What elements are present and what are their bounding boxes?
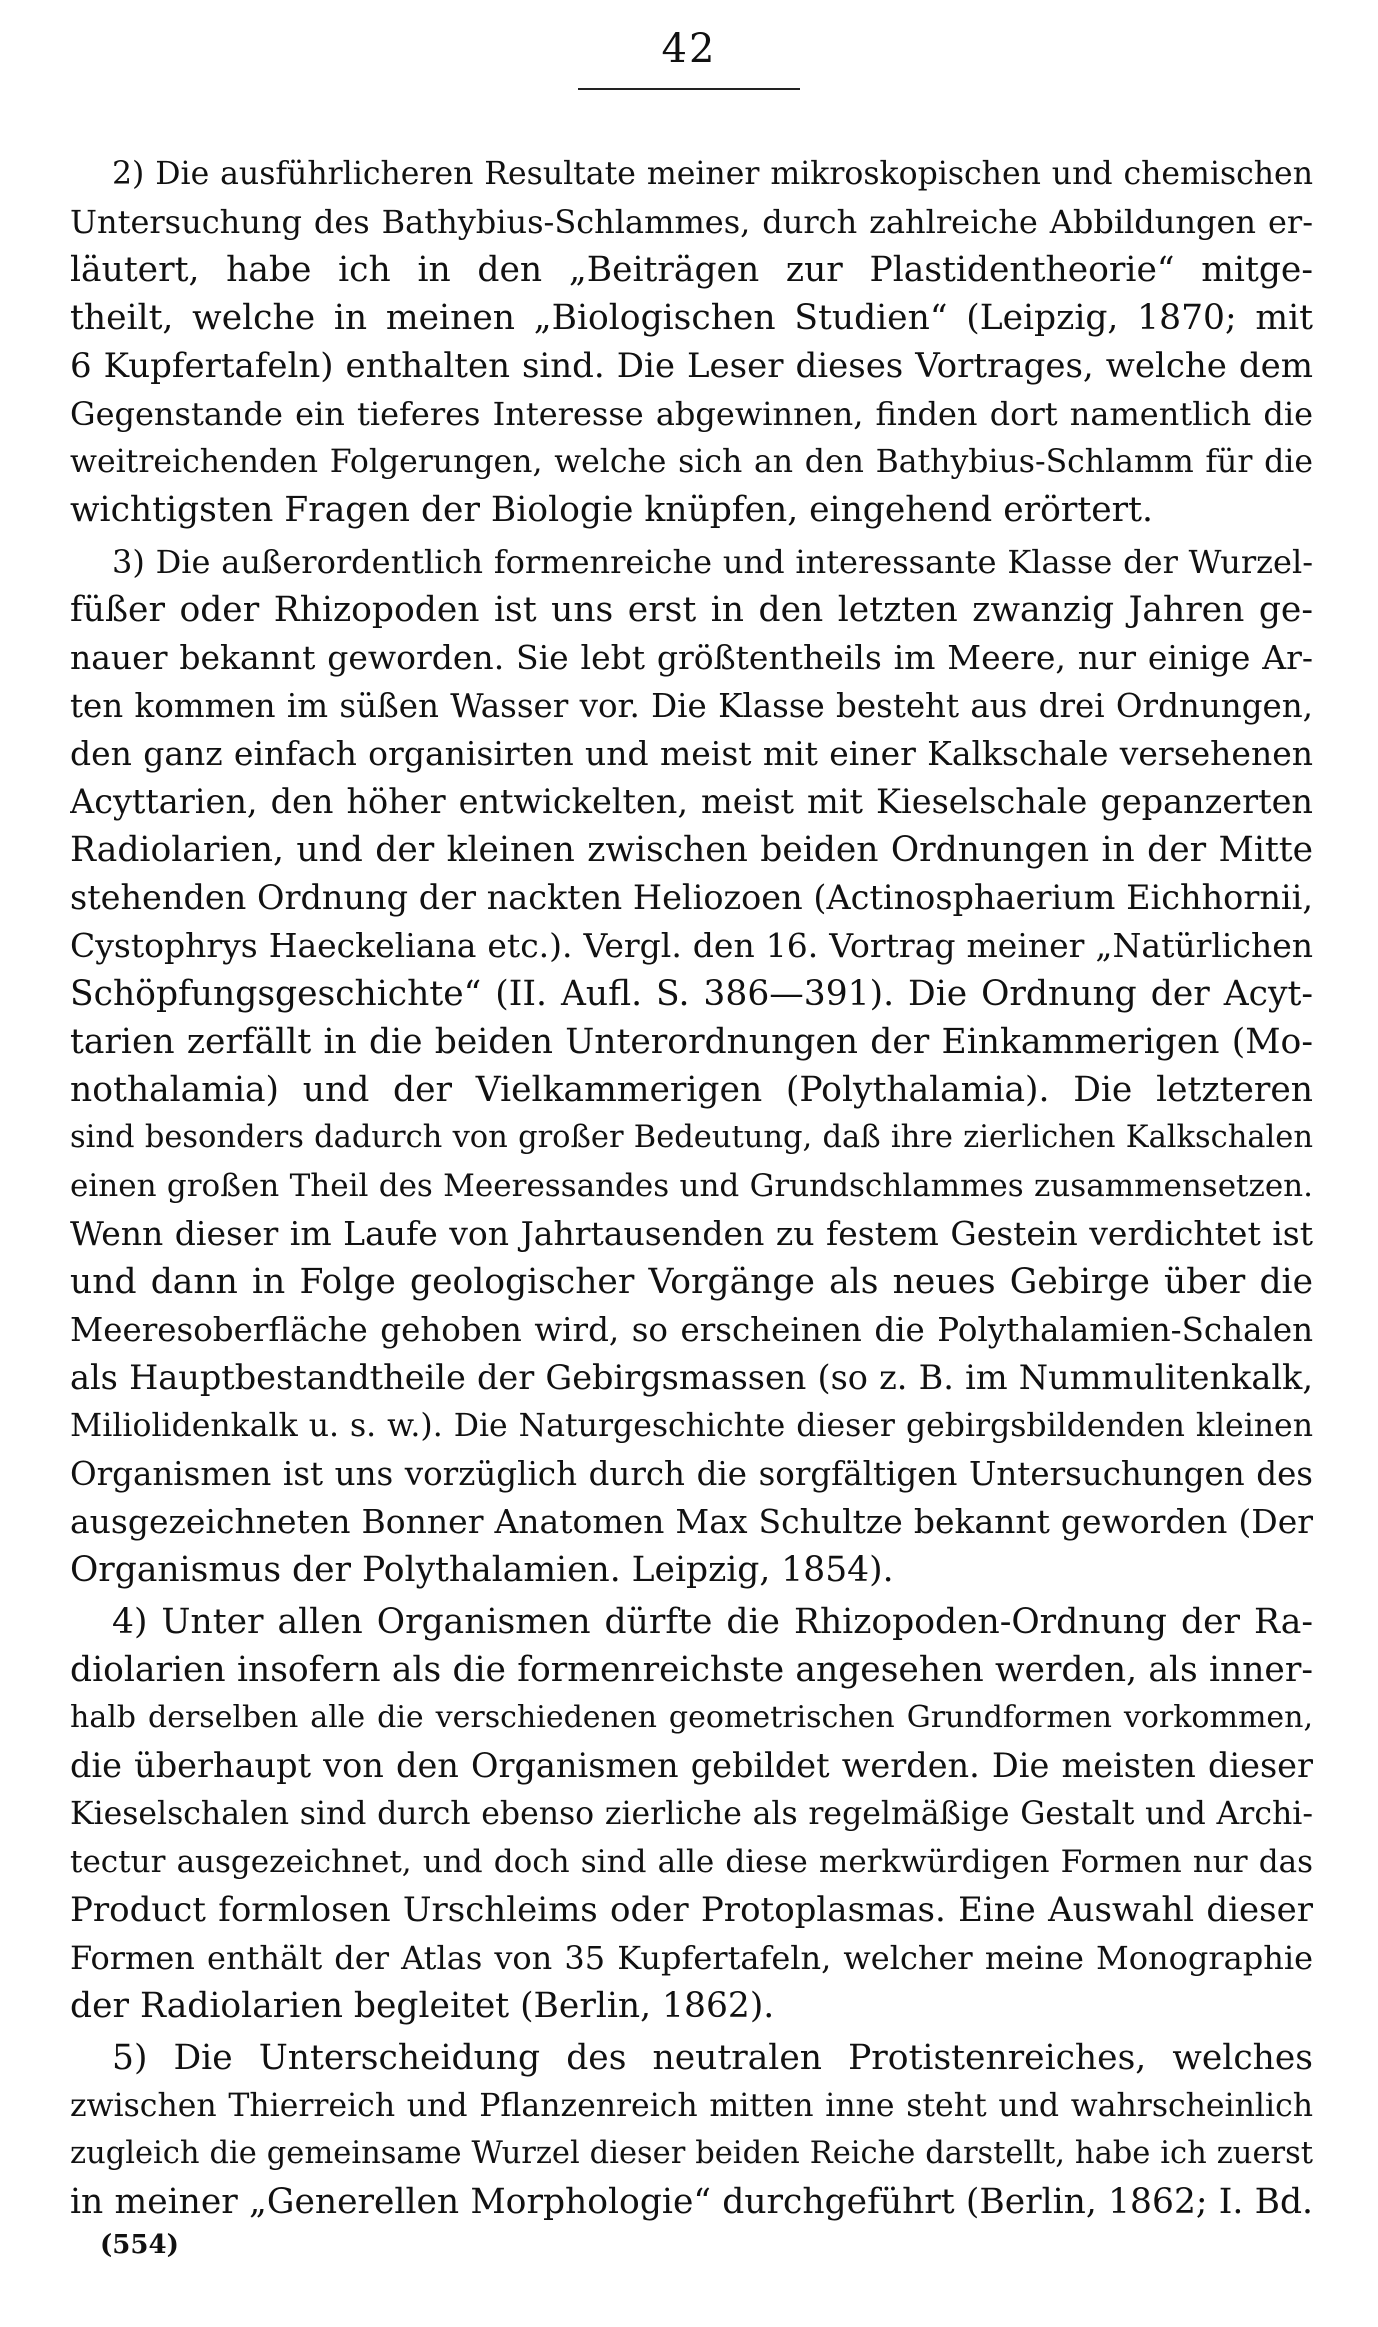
text-line: ausgezeichneten Bonner Anatomen Max Schultze bekannt geworden (Der [70,1502,1313,1541]
footnote-paragraph [70,150,1313,534]
text-line: Gegenstande ein tieferes Interesse abgewinnen, finden dort namentlich die [70,395,1313,433]
text-line: Cystophrys Haeckeliana etc.). Vergl. den 16. Vortrag meiner „Natürlichen [70,926,1313,965]
text-line: der Radiolarien begleitet (Berlin, 1862). [70,1986,775,2026]
text-line: Radiolarien, und der kleinen zwischen beiden Ordnungen in der Mitte [70,830,1313,870]
text-line: Kieselschalen sind durch ebenso zierliche als regelmäßige Gestalt und Archi- [70,1796,1313,1832]
text-line: halb derselben alle die verschiedenen geometrischen Grundformen vorkommen, [70,1700,1313,1735]
text-line: Schöpfungsgeschichte“ (II. Aufl. S. 386—391). Die Ordnung der Acyt- [70,974,1313,1014]
text-line: 5) Die Unterscheidung des neutralen Protistenreiches, welches [112,2038,1313,2078]
text-line: tectur ausgezeichnet, und doch sind alle diese merkwürdigen Formen nur das [70,1844,1313,1880]
text-line: zugleich die gemeinsame Wurzel dieser beiden Reiche darstellt, habe ich zuerst [70,2136,1313,2171]
text-line: Organismus der Polythalamien. Leipzig, 1854). [70,1550,894,1590]
footnote-paragraph [70,538,1313,1594]
text-line: Meeresoberfläche gehoben wird, so erscheinen die Polythalamien-Schalen [70,1311,1313,1349]
text-line: nothalamia) und der Vielkammerigen (Polythalamia). Die letzteren [70,1070,1313,1110]
text-line: 6 Kupfertafeln) enthalten sind. Die Leser dieses Vortrages, welche dem [70,346,1313,386]
header-rule [578,88,800,90]
text-line: als Hauptbestandtheile der Gebirgsmassen (so z. B. im Nummulitenkalk, [70,1358,1313,1397]
text-line: weitreichenden Folgerungen, welche sich an den Bathybius-Schlamm für die [70,444,1313,480]
footnote-paragraph [70,2034,1313,2226]
page-body [70,150,1313,2230]
text-line: sind besonders dadurch von großer Bedeutung, daß ihre zierlichen Kalkschalen [70,1120,1313,1155]
text-line: Product formlosen Urschleims oder Protoplasmas. Eine Auswahl dieser [70,1890,1313,1930]
text-line: in meiner „Generellen Morphologie“ durchgeführt (Berlin, 1862; I. Bd. [70,2182,1313,2222]
text-line: einen großen Theil des Meeressandes und Grundschlammes zusammensetzen. [70,1168,1313,1204]
text-line: und dann in Folge geologischer Vorgänge als neues Gebirge über die [70,1262,1313,1302]
footnote-paragraph [70,1598,1313,2030]
text-line: den ganz einfach organisirten und meist mit einer Kalkschale versehenen [70,734,1313,773]
text-line: läutert, habe ich in den „Beiträgen zur Plastidentheorie“ mitge- [70,250,1313,290]
text-line: nauer bekannt geworden. Sie lebt größtentheils im Meere, nur einige Ar- [70,638,1313,677]
text-line: 4) Unter allen Organismen dürfte die Rhizopoden-Ordnung der Ra- [112,1602,1313,1642]
text-line: theilt, welche in meinen „Biologischen Studien“ (Leipzig, 1870; mit [70,298,1313,338]
text-line: Miliolidenkalk u. s. w.). Die Naturgeschichte dieser gebirgsbildenden kleinen [70,1408,1313,1444]
text-line: 3) Die außerordentlich formenreiche und interessante Klasse der Wurzel- [112,543,1313,581]
text-line: stehenden Ordnung der nackten Heliozoen (Actinosphaerium Eichhornii, [70,878,1313,917]
page-number: 42 [661,26,717,72]
text-line: ten kommen im süßen Wasser vor. Die Klasse besteht aus drei Ordnungen, [70,687,1313,725]
text-line: Wenn dieser im Laufe von Jahrtausenden zu festem Gestein verdichtet ist [70,1214,1313,1253]
text-line: Untersuchung des Bathybius-Schlammes, durch zahlreiche Abbildungen er- [70,203,1313,241]
printer-signature: (554) [100,2230,179,2260]
text-line: 2) Die ausführlicheren Resultate meiner mikroskopischen und chemischen [112,156,1313,192]
text-line: die überhaupt von den Organismen gebildet werden. Die meisten dieser [70,1746,1313,1785]
text-line: Formen enthält der Atlas von 35 Kupfertafeln, welcher meine Monographie [70,1939,1313,1977]
text-line: tarien zerfällt in die beiden Unterordnungen der Einkammerigen (Mo- [70,1022,1313,1062]
text-line: Acyttarien, den höher entwickelten, meist mit Kieselschale gepanzerten [70,782,1313,821]
text-line: diolarien insofern als die formenreichste angesehen werden, als inner- [70,1650,1313,1690]
text-line: füßer oder Rhizopoden ist uns erst in den letzten zwanzig Jahren ge- [70,590,1313,630]
text-line: Organismen ist uns vorzüglich durch die sorgfältigen Untersuchungen des [70,1455,1313,1493]
text-line: wichtigsten Fragen der Biologie knüpfen, eingehend erörtert. [70,490,1153,530]
text-line: zwischen Thierreich und Pflanzenreich mitten inne steht und wahrscheinlich [70,2088,1313,2124]
